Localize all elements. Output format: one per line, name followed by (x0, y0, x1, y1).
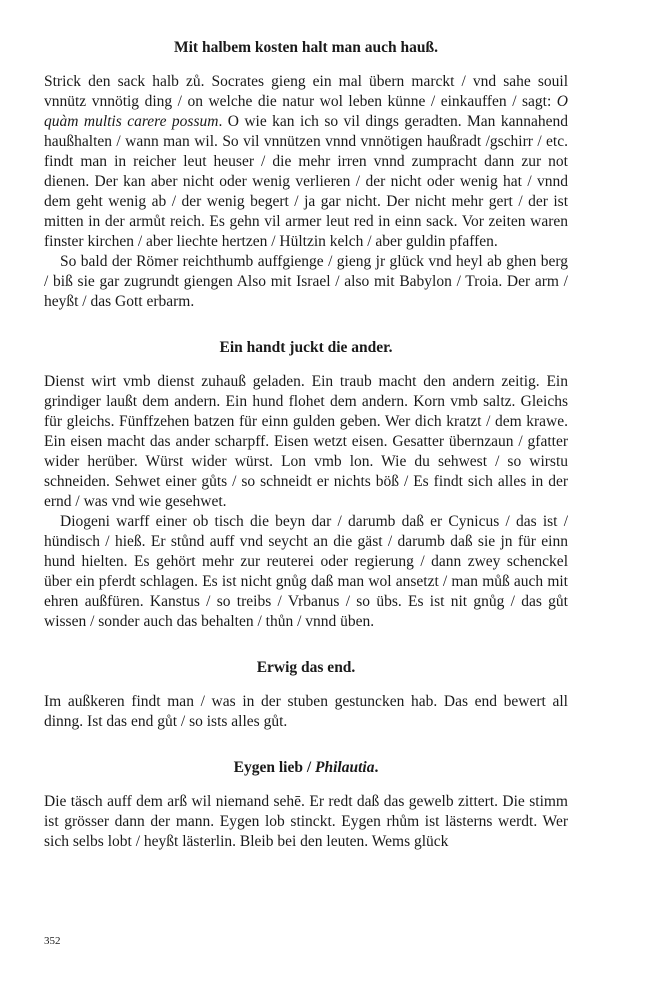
section-title: Erwig das end. (256, 659, 356, 676)
section-title-text: . (374, 759, 379, 776)
section-title: Ein handt juckt die ander. (219, 339, 393, 356)
section-halbem-kosten (44, 38, 568, 312)
paragraph: Diogeni warff einer ob tisch die beyn dar / darumb daß er Cynicus / das ist / hündisch / hieß. Er stůnd auff vnd seycht an die gäst / darumb daß sie jn für einn hund hielten. Es gehört mehr zur reuterei oder regierung / dann zwey schenckel über ein pferdt schlagen. Es ist nicht gnůg daß man wol ansetzt / man můß auch mit ehren außfüren. Kanstus / so treibs / Vrbanus / so übs. Es ist nit gnůg / das gůt wissen / sonder auch das behalten / thůn / vnnd üben. (44, 513, 568, 630)
section-eygen-lieb (44, 758, 568, 852)
page-number: 352 (44, 935, 61, 947)
section-erwig-das-end (44, 658, 568, 732)
paragraph: Im außkeren findt man / was in der stuben gestuncken hab. Das end bewert all dinng. Ist das end gůt / so ists alles gůt. (44, 693, 568, 730)
paragraph-text: Strick den sack halb zů. Socrates gieng ein mal übern marckt / vnd sahe souil vnnütz vnnötig ding / on welche die natur wol leben künne / einkauffen / sagt: (44, 73, 568, 110)
paragraph: Die täsch auff dem arß wil niemand sehē. Er redt daß das gewelb zittert. Die stimm ist grösser dann der mann. Eygen lob stinckt. Eygen rhům ist lästerns werdt. Wer sich selbs lobt / heyßt lästerlin. Bleib bei den leuten. Wems glück (44, 793, 568, 850)
paragraph (44, 72, 568, 252)
paragraph: Dienst wirt vmb dienst zuhauß geladen. Ein traub macht den andern zeitig. Ein grindiger laußt dem andern. Ein hund flohet dem andern. Korn vmb saltz. Gleichs für gleichs. Fünffzehen batzen für einn gulden geben. Wer dich kratzt / dem krawe. Ein eisen macht das ander scharpff. Eisen wetzt eisen. Gesatter übernzaun / gfatter wider herüber. Würst wider würst. Lon vmb lon. Wie du sehwest / so wirstu schneiden. Sehwet einer gůts / so schneidt er nichts böß / Es findt sich alles in der ernd / was vnd wie gesehwet. (44, 373, 568, 510)
latin-quote: O quàm multis carere possum (44, 93, 568, 130)
paragraph: So bald der Römer reichthumb auffgienge / gieng jr glück vnd heyl ab ghen berg / biß sie gar zugrundt giengen Also mit Israel / also mit Babylon / Troia. Der arm / heyßt / das Gott erbarm. (44, 253, 568, 310)
section-title-text: Eygen lieb / (233, 759, 316, 776)
page-body (44, 38, 568, 878)
section-title (44, 758, 568, 778)
paragraph-text: . O wie kan ich so vil dings geradten. Man kannahend haußhalten / wann man wil. So vil vnnützen vnnd vnnötigen haußradt /gschirr / etc. findt man in reicher leut heuser / die mehr irren vnnd zumpracht dann zur not dienen. Der kan aber nicht oder wenig verlieren / der nicht oder wenig hat / vnnd dem geht wenig ab / der wenig begert / ja gar nicht. Der nicht mehr gert / der ist mitten in der armůt reich. Es gehn vil armer leut red in einn sack. Vor zeiten waren finster kirchen / aber liechte hertzen / Hültzin kelch / aber guldin pfaffen. (44, 113, 568, 250)
section-title-italic: Philautia (315, 759, 375, 776)
section-title: Mit halbem kosten halt man auch hauß. (174, 39, 438, 56)
section-handt-juckt (44, 338, 568, 632)
